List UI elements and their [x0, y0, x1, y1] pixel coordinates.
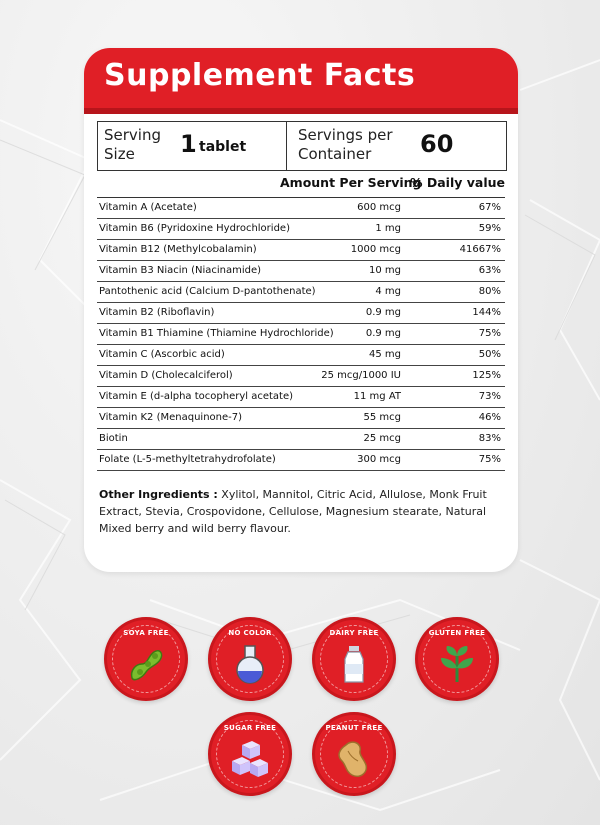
nutrient-name: Vitamin B12 (Methylcobalamin)	[99, 244, 257, 255]
nutrient-amount: 0.9 mg	[365, 328, 401, 339]
nutrient-daily-value: 50%	[478, 349, 501, 360]
nutrient-row	[97, 198, 505, 219]
nutrient-amount: 25 mcg	[363, 433, 401, 444]
badge-sugar-free	[208, 712, 292, 796]
daily-value-column-header: % Daily value	[410, 175, 506, 190]
nutrient-row	[97, 324, 505, 345]
badge-gluten-free	[415, 617, 499, 701]
peanut-icon	[332, 737, 376, 781]
supplement-facts-panel	[84, 48, 518, 572]
nutrient-name: Pantothenic acid (Calcium D-pantothenate)	[99, 286, 316, 297]
nutrient-name: Vitamin B1 Thiamine (Thiamine Hydrochloride)	[99, 328, 334, 339]
nutrient-daily-value: 75%	[478, 454, 501, 465]
nutrient-daily-value: 144%	[472, 307, 501, 318]
nutrient-row	[97, 366, 505, 387]
badge-label: GLUTEN FREE	[428, 629, 486, 637]
nutrient-amount: 11 mg AT	[353, 391, 401, 402]
badge-soya-free	[104, 617, 188, 701]
badge-label: SUGAR FREE	[223, 724, 277, 732]
badge-label: SOYA FREE	[123, 629, 169, 637]
nutrient-name: Biotin	[99, 433, 128, 444]
badge-label: PEANUT FREE	[325, 724, 383, 732]
nutrient-name: Vitamin K2 (Menaquinone-7)	[99, 412, 243, 423]
sugar-cubes-icon	[228, 737, 272, 781]
soybean-icon	[124, 642, 168, 686]
servings-per-container-value: 60	[420, 130, 454, 158]
nutrient-name: Folate (L-5-methyltetrahydrofolate)	[99, 454, 276, 465]
nutrient-row	[97, 387, 505, 408]
nutrient-amount: 1 mg	[375, 223, 401, 234]
serving-size-unit: tablet	[199, 139, 247, 155]
nutrient-amount: 25 mcg/1000 IU	[321, 370, 401, 381]
nutrient-daily-value: 63%	[478, 265, 501, 276]
nutrient-row	[97, 240, 505, 261]
serving-size-cell	[98, 122, 287, 170]
serving-info-box	[97, 121, 507, 171]
nutrient-daily-value: 83%	[478, 433, 501, 444]
nutrient-row	[97, 429, 505, 450]
serving-size-label-line2: Size	[104, 145, 135, 163]
amount-column-header: Amount Per Serving	[280, 175, 422, 190]
panel-title: Supplement Facts	[104, 58, 416, 93]
badge-peanut-free	[312, 712, 396, 796]
nutrient-name: Vitamin B6 (Pyridoxine Hydrochloride)	[99, 223, 290, 234]
nutrient-row	[97, 219, 505, 240]
other-ingredients	[99, 486, 499, 537]
nutrient-row	[97, 450, 505, 471]
nutrient-amount: 4 mg	[375, 286, 401, 297]
nutrient-daily-value: 73%	[478, 391, 501, 402]
nutrient-name: Vitamin E (d-alpha tocopheryl acetate)	[99, 391, 294, 402]
nutrient-name: Vitamin D (Cholecalciferol)	[99, 370, 233, 381]
servings-per-container-label-line1: Servings per	[298, 126, 393, 144]
badge-label: DAIRY FREE	[329, 629, 379, 637]
nutrient-amount: 600 mcg	[357, 202, 401, 213]
nutrient-name: Vitamin A (Acetate)	[99, 202, 197, 213]
badge-no-color	[208, 617, 292, 701]
nutrient-name: Vitamin B3 Niacin (Niacinamide)	[99, 265, 262, 276]
nutrient-amount: 300 mcg	[357, 454, 401, 465]
panel-header	[84, 48, 518, 114]
nutrient-daily-value: 75%	[478, 328, 501, 339]
servings-per-container-cell	[287, 122, 506, 170]
nutrient-row	[97, 282, 505, 303]
nutrient-table	[97, 197, 505, 471]
serving-size-value: 1	[180, 130, 197, 158]
nutrient-amount: 45 mg	[369, 349, 401, 360]
nutrient-row	[97, 408, 505, 429]
leaf-icon	[435, 642, 479, 686]
nutrient-amount: 10 mg	[369, 265, 401, 276]
nutrient-daily-value: 46%	[478, 412, 501, 423]
badge-dairy-free	[312, 617, 396, 701]
badge-label: NO COLOR	[228, 629, 272, 637]
nutrient-amount: 0.9 mg	[365, 307, 401, 318]
other-ingredients-label: Other Ingredients :	[99, 488, 218, 501]
nutrient-daily-value: 59%	[478, 223, 501, 234]
nutrient-amount: 1000 mcg	[350, 244, 401, 255]
nutrient-amount: 55 mcg	[363, 412, 401, 423]
nutrient-daily-value: 125%	[472, 370, 501, 381]
nutrient-name: Vitamin B2 (Riboflavin)	[99, 307, 215, 318]
servings-per-container-label-line2: Container	[298, 145, 372, 163]
other-ingredients-text: Xylitol, Mannitol, Citric Acid, Allulose, Monk Fruit Extract, Stevia, Crospovidone, Cellulose, Magnesium stearate, Natural Mixed berry and wild berry flavour.	[99, 488, 487, 535]
nutrient-daily-value: 67%	[478, 202, 501, 213]
nutrient-row	[97, 303, 505, 324]
nutrient-row	[97, 261, 505, 282]
nutrient-name: Vitamin C (Ascorbic acid)	[99, 349, 225, 360]
nutrient-row	[97, 345, 505, 366]
nutrient-daily-value: 41667%	[459, 244, 501, 255]
flask-icon	[228, 642, 272, 686]
nutrient-daily-value: 80%	[478, 286, 501, 297]
serving-size-label-line1: Serving	[104, 126, 161, 144]
milk-bottle-icon	[332, 642, 376, 686]
